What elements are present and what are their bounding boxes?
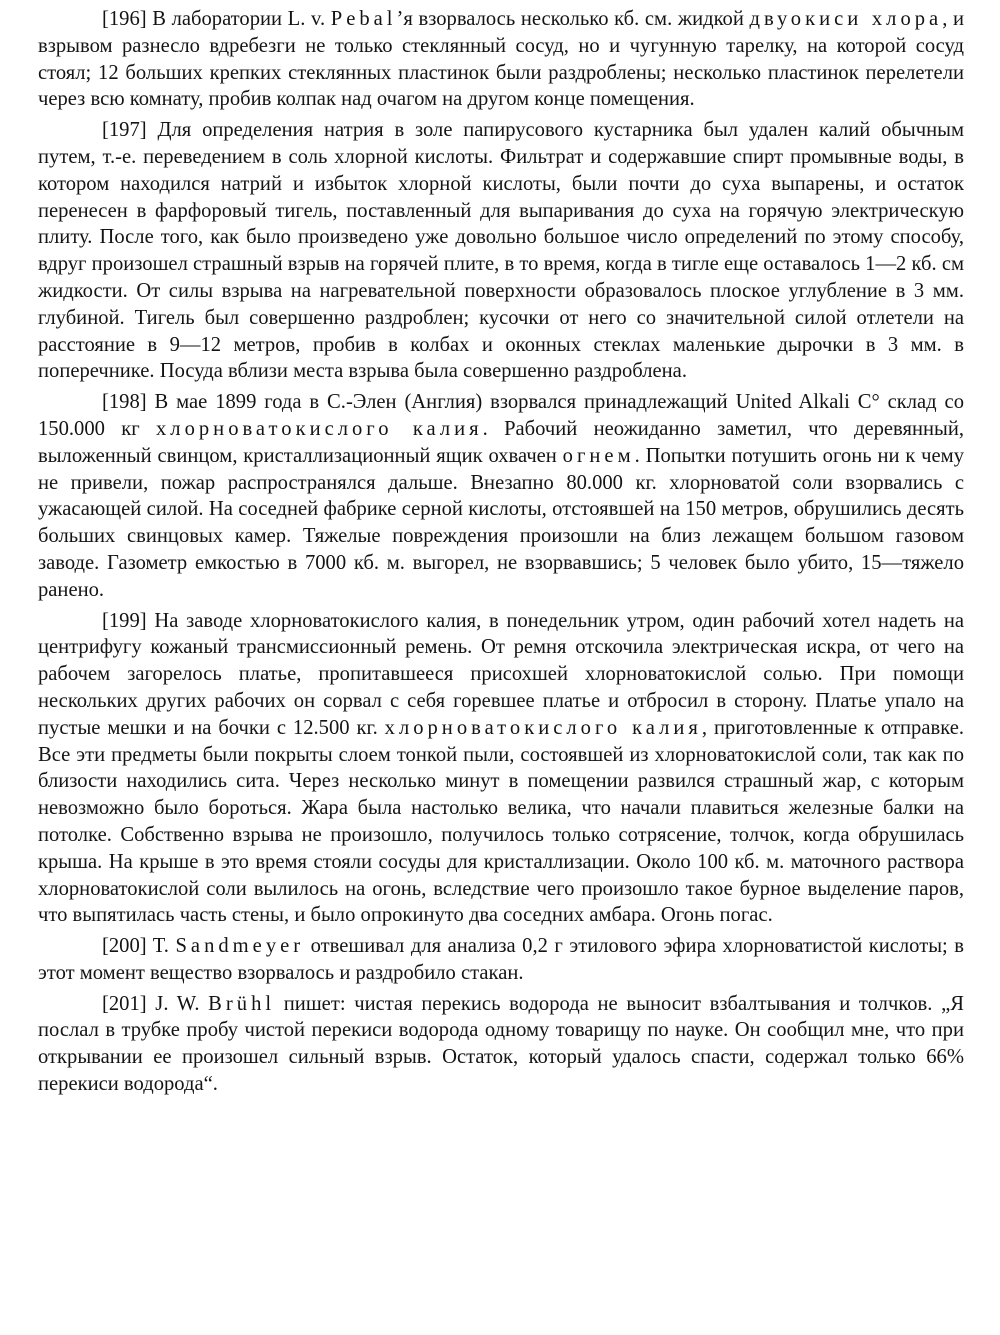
spaced-term: хлорноватокислого калия xyxy=(384,716,702,739)
text-run: , приготовленные к отправке. Все эти предметы были покрыты слоем тонкой пыли, состоявшей из хлорноватокислой соли, так как по близости находились сита. Через несколько минут в помещении развился страшный жар, с которым невозможно было бороться. Жара была настолько велика, что начали плавиться железные балки на потолке. Собственно взрыва не произошло, получилось только сотрясение, толчок, когда обрушилась крыша. На крыше в это время стояли сосуды для кристаллизации. Около 100 кб. м. маточного раствора хлорноватокислой соли вылилось на огонь, вследствие чего произошло такое бурное выделение паров, что выпятилась часть стены, и было опрокинуто два соседних амбара. Огонь погас. xyxy=(38,716,964,927)
paragraph-199 xyxy=(38,608,964,930)
paragraph-201 xyxy=(38,991,964,1098)
text-run: В лаборатории L. v. xyxy=(146,8,331,30)
text-run: , и взрывом разнесло вдребезги не только стеклянный сосуд, но и чугунную тарелку, на которой сосуд стоял; 12 больших крепких стеклянных пластинок были раздроблены; несколько пластинок перелетели через всю комнату, пробив колпак над очагом на другом конце помещения. xyxy=(38,8,964,111)
paragraph-number: [199] xyxy=(102,609,147,632)
paragraph-number: [201] xyxy=(102,992,147,1015)
spaced-name: Sandmeyer xyxy=(175,935,305,958)
spaced-name: Brühl xyxy=(208,992,276,1015)
text-run: На заводе хлорноватокислого калия, в понедельник утром, один рабочий хотел надеть на центрифугу кожаный трансмиссионный ремень. От ремня отскочила электрическая искра, от чего на рабочем загорелось платье, пропитавшееся присохшей хлорноватокислой солью. При помощи нескольких других рабочих он сорвал с себя горевшее платье и отбросил в сторону. Платье упало на пустые мешки и на бочки с 12.500 кг. xyxy=(38,609,964,739)
spaced-term: хлорноватокислого калия xyxy=(156,417,483,440)
text-run: T. xyxy=(146,935,176,958)
text-run: отвешивал для анализа 0,2 г этилового эфира хлорноватистой кислоты; в этот момент вещество взорвалось и раздробило стакан. xyxy=(38,935,965,984)
paragraph-196 xyxy=(38,6,964,113)
text-run: В мае 1899 года в С.-Элен (Англия) взорвался принадлежащий United Alkali C° склад со 150.000 кг xyxy=(38,391,964,440)
paragraph-number: [196] xyxy=(102,8,147,30)
text-run: . Рабочий неожиданно заметил, что деревянный, выложенный свинцом, кристаллизационный ящик охвачен xyxy=(38,417,964,467)
text-run: ’я взорвалось несколько кб. см. жидкой xyxy=(396,8,750,30)
text-run: J. W. xyxy=(146,992,209,1015)
spaced-name: Pebal xyxy=(330,8,397,30)
spaced-term: огнем xyxy=(562,444,635,467)
paragraph-200 xyxy=(38,933,964,987)
text-run: пишет: чистая перекись водорода не выносит взбалтывания и толчков. „Я послал в трубке пробу чистой перекиси водорода одному товарищу по науке. Он сообщил мне, что при открывании ее произошел сильный взрыв. Остаток, который удалось спасти, содержал только 66% перекиси водорода“. xyxy=(38,992,964,1096)
text-run: Для определения натрия в золе папирусового кустарника был удален калий обычным путем, т.-е. переведением в соль хлорной кислоты. Фильтрат и содержавшие спирт промывные воды, в котором находился натрий и избыток хлорной кислоты, были почти до суха выпарены, и остаток перенесен в фарфоровый тигель, поставленный для выпаривания до суха на горячую электрическую плиту. После того, как было произведено уже довольно большое число определений по этому способу, вдруг произошел страшный взрыв на горячей плите, в то время, когда в тигле еще оставалось 1—2 кб. см жидкости. От силы взрыва на нагревательной поверхности образовалось плоское углубление в 3 мм. глубиной. Тигель был совершенно раздроблен; кусочки от него со значительной силой отлетели на расстояние в 9—12 метров, пробив в колбах и оконных стеклах маленькие дырочки в 3 мм. в поперечнике. Посуда вблизи места взрыва была совершенно раздроблена. xyxy=(38,119,964,383)
paragraph-number: [198] xyxy=(102,391,147,414)
document-page xyxy=(38,6,964,1102)
paragraph-198 xyxy=(38,389,964,603)
text-run: . Попытки потушить огонь ни к чему не привели, пожар распространялся дальше. Внезапно 80.000 кг. хлорноватой соли взорвались с ужасающей силой. На соседней фабрике серной кислоты, отстоявшей на 150 метров, обрушились десять больших свинцовых камер. Тяжелые повреждения произошли на близ лежащем большом газовом заводе. Газометр емкостью в 7000 кб. м. выгорел, не взорвавшись; 5 человек было убито, 15—тяжело ранено. xyxy=(38,444,964,601)
paragraph-number: [200] xyxy=(102,935,147,958)
paragraph-197 xyxy=(38,117,964,385)
spaced-term: двуокиси хлора xyxy=(749,8,943,30)
paragraph-number: [197] xyxy=(102,119,147,142)
